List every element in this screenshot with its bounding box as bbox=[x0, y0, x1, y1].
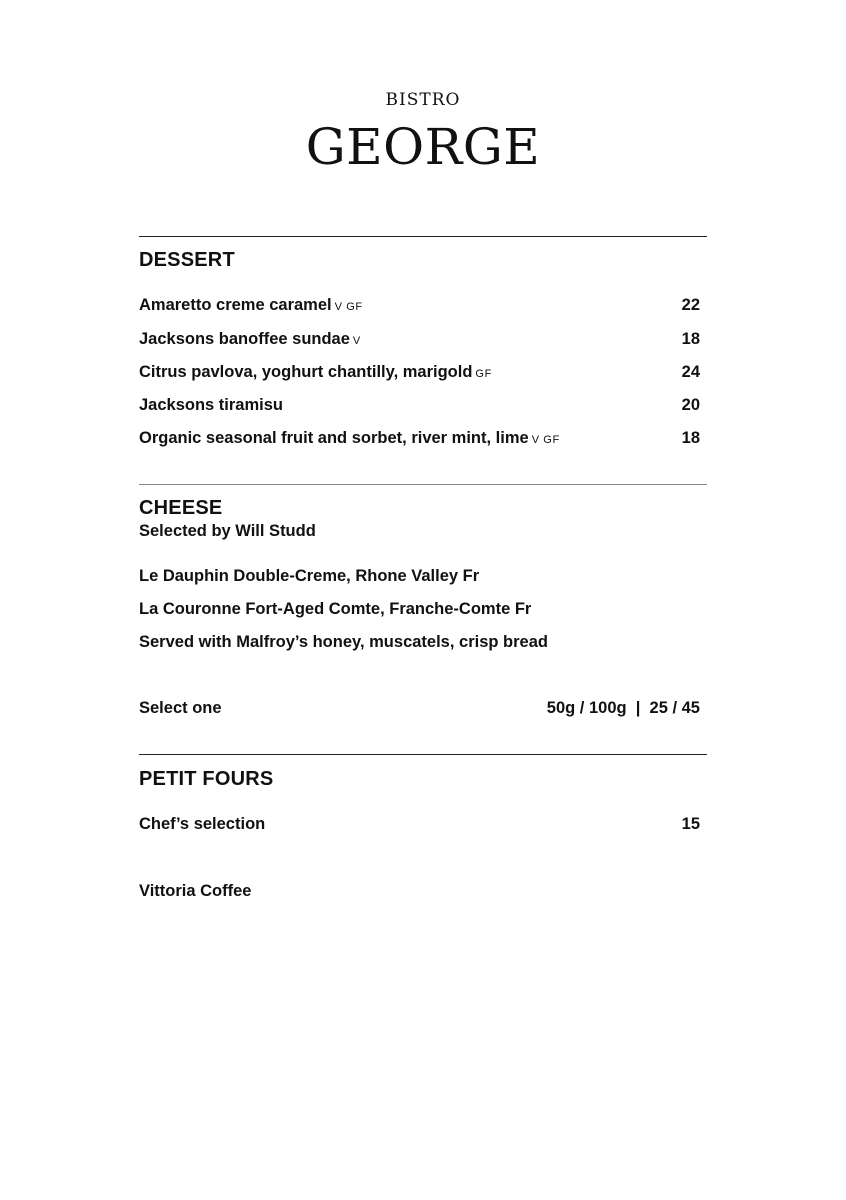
menu-item bbox=[139, 429, 700, 451]
dietary-tag: GF bbox=[475, 368, 492, 380]
divider-dessert bbox=[139, 236, 707, 237]
item-name: Jacksons tiramisu bbox=[139, 396, 283, 414]
list-item bbox=[139, 633, 700, 655]
item-name: Amaretto creme caramel bbox=[139, 296, 332, 314]
menu-item bbox=[139, 396, 700, 418]
dietary-tag: V GF bbox=[334, 301, 363, 313]
item-price: 18 bbox=[681, 429, 700, 447]
list-item bbox=[139, 567, 700, 589]
menu-item bbox=[139, 363, 700, 385]
select-price: 50g / 100g | 25 / 45 bbox=[546, 699, 700, 717]
item-name: Citrus pavlova, yoghurt chantilly, marigold bbox=[139, 363, 473, 381]
item-price: 18 bbox=[681, 330, 700, 348]
section-heading-cheese: CHEESE bbox=[139, 497, 223, 519]
item-price: 20 bbox=[681, 396, 700, 414]
select-label: Select one bbox=[139, 699, 222, 717]
item-name: Le Dauphin Double-Creme, Rhone Valley Fr bbox=[139, 567, 480, 585]
cheese-subheading: Selected by Will Studd bbox=[139, 522, 316, 540]
list-item bbox=[139, 600, 700, 622]
menu-item bbox=[139, 330, 700, 352]
item-name: Jacksons banoffee sundae bbox=[139, 330, 350, 348]
dietary-tag: V bbox=[352, 335, 361, 347]
coffee-note bbox=[139, 882, 700, 904]
item-name: Organic seasonal fruit and sorbet, river mint, lime bbox=[139, 429, 529, 447]
divider-cheese bbox=[139, 484, 707, 485]
item-price: 22 bbox=[681, 296, 700, 314]
cheese-select-row bbox=[139, 699, 700, 721]
coffee-label: Vittoria Coffee bbox=[139, 882, 252, 900]
item-price: 24 bbox=[681, 363, 700, 381]
divider-petit-fours bbox=[139, 754, 707, 755]
brand-george: GEORGE bbox=[305, 118, 541, 176]
item-price: 15 bbox=[681, 815, 700, 833]
brand-bistro: BISTRO bbox=[385, 90, 461, 110]
menu-item bbox=[139, 296, 700, 318]
item-name: La Couronne Fort-Aged Comte, Franche-Comte Fr bbox=[139, 600, 532, 618]
dietary-tag: V GF bbox=[531, 434, 560, 446]
menu-item bbox=[139, 815, 700, 837]
section-heading-dessert: DESSERT bbox=[139, 249, 235, 271]
item-name: Chef’s selection bbox=[139, 815, 266, 833]
item-name: Served with Malfroy’s honey, muscatels, crisp bread bbox=[139, 633, 548, 651]
section-heading-petit-fours: PETIT FOURS bbox=[139, 768, 274, 790]
